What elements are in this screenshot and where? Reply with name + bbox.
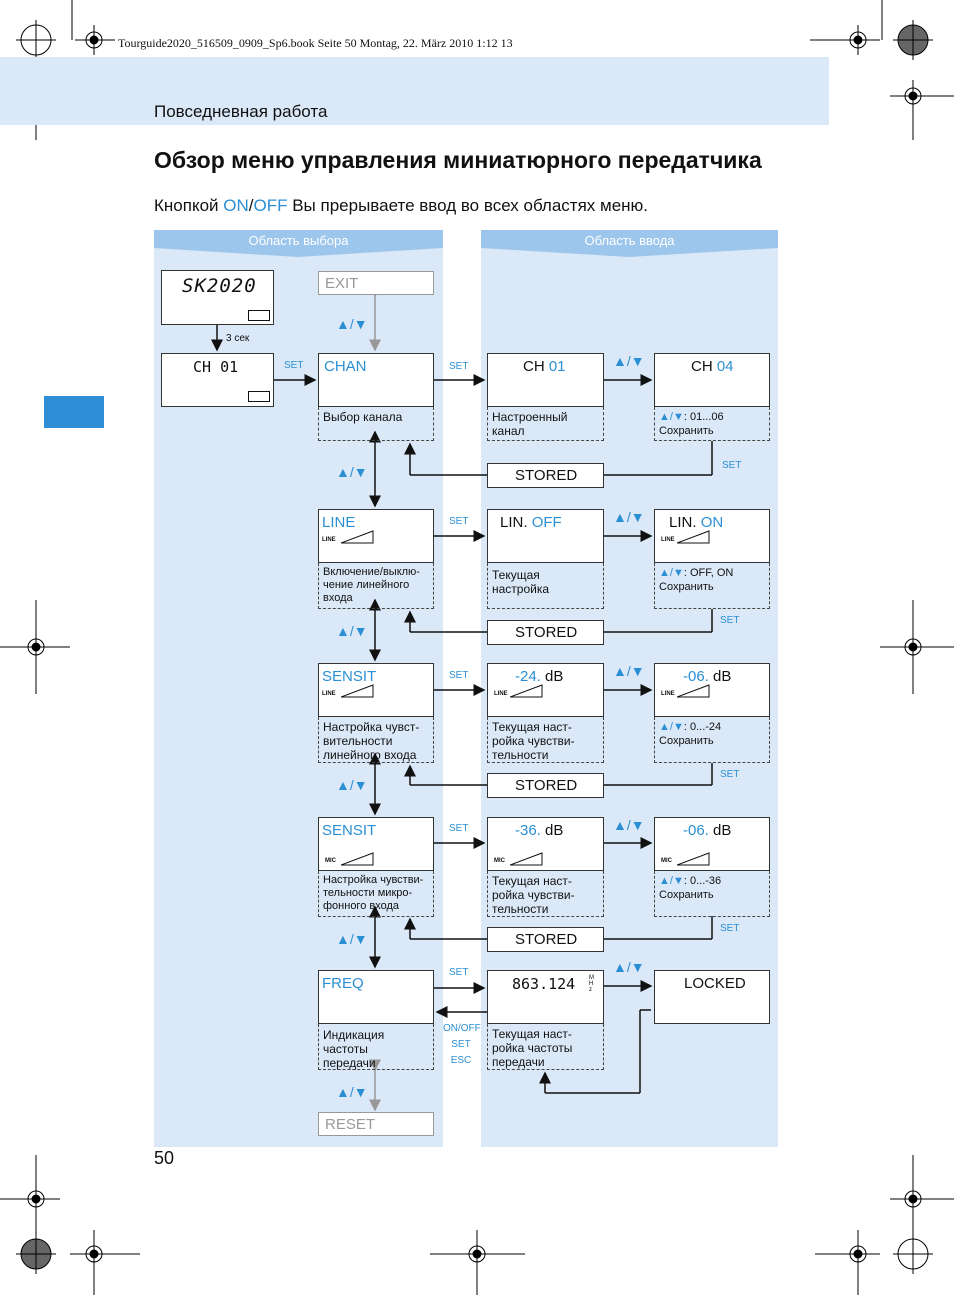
target-sensit-mic-desc: ▲/▼: 0...-36 Сохранить	[654, 871, 770, 917]
set-label-device: SET	[284, 360, 304, 371]
menu-freq[interactable]	[318, 970, 434, 1024]
mic-icon: MIC	[661, 858, 672, 864]
target-line-desc: ▲/▼: OFF, ON Сохранить	[654, 563, 770, 609]
current-line-text	[500, 514, 562, 531]
target-chan-desc: ▲/▼: 01...06 Сохранить	[654, 407, 770, 441]
menu-chan[interactable]	[318, 353, 434, 407]
target-sensit-mic-text	[683, 822, 731, 839]
device-channel-text: CH 01	[193, 358, 239, 376]
target-chan-range: 01...06	[689, 411, 724, 423]
page-title: Обзор меню управления миниатюрного передатчика	[154, 147, 762, 173]
intro-after: Вы прерываете ввод во всех областях меню.	[287, 196, 649, 215]
line-icon: LINE	[322, 691, 336, 697]
target-line-text	[669, 514, 723, 531]
target-line	[654, 509, 770, 563]
menu-sensit-line-name: SENSIT	[322, 668, 377, 685]
current-chan-text	[523, 358, 566, 375]
stored-box	[487, 927, 604, 952]
up-down-arrows-icon: ▲/▼	[613, 817, 645, 833]
current-chan-value: 01	[548, 358, 566, 375]
reset-label: RESET	[325, 1116, 376, 1133]
file-meta: Tourguide2020_516509_0909_Sp6.book Seite 50 Montag, 22. März 2010 1:12 13	[118, 36, 513, 50]
set-label: SET	[722, 460, 742, 471]
target-sensit-mic-arrow-icon: ▲/▼	[659, 875, 684, 887]
set-label: SET	[720, 769, 740, 780]
up-down-arrows-icon: ▲/▼	[613, 959, 645, 975]
battery-icon-2	[248, 391, 270, 402]
current-sensit-mic	[487, 817, 604, 871]
stored-box	[487, 463, 604, 488]
current-line-prefix: LIN.	[500, 514, 532, 531]
exit-menu-item[interactable]	[318, 271, 434, 295]
device-display	[161, 270, 274, 325]
current-line	[487, 509, 604, 563]
target-sensit-mic	[654, 817, 770, 871]
line-icon: LINE	[494, 691, 508, 697]
target-line-save: Сохранить	[659, 581, 714, 593]
set-label: SET	[449, 823, 469, 834]
up-down-arrows-icon: ▲/▼	[336, 464, 368, 480]
up-down-arrows-icon: ▲/▼	[613, 663, 645, 679]
current-line-value: OFF	[531, 514, 562, 531]
menu-sensit-mic[interactable]	[318, 817, 434, 871]
set-label: SET	[720, 923, 740, 934]
target-sensit-line-text	[683, 668, 731, 685]
up-down-arrows-icon: ▲/▼	[613, 509, 645, 525]
target-sensit-mic-range: 0...-36	[689, 875, 722, 887]
set-label: SET	[449, 516, 469, 527]
up-down-arrows-icon: ▲/▼	[336, 316, 368, 332]
intro-on: ON	[223, 196, 249, 215]
menu-freq-desc: Индикация частоты передачи	[318, 1024, 434, 1070]
target-chan	[654, 353, 770, 407]
device-logo: SK2020	[182, 275, 257, 297]
stored-label: STORED	[515, 467, 578, 484]
esc-key-label: ESC	[450, 1055, 472, 1066]
target-sensit-mic-save: Сохранить	[659, 889, 714, 901]
current-sensit-line-desc: Текущая наст- ройка чувстви- тельности	[487, 717, 604, 763]
up-down-arrows-icon: ▲/▼	[336, 623, 368, 639]
menu-freq-name: FREQ	[322, 975, 364, 992]
stored-box	[487, 773, 604, 798]
line-icon: LINE	[322, 537, 336, 543]
target-chan-value: 04	[716, 358, 734, 375]
target-sensit-line	[654, 663, 770, 717]
intro-slash: /	[248, 196, 254, 215]
stored-box	[487, 620, 604, 645]
menu-chan-name: CHAN	[324, 358, 367, 375]
level-meter-icon	[341, 852, 375, 866]
on-off-key-label: ON/OFF	[443, 1023, 481, 1034]
menu-line-desc: Включение/выклю- чение линейного входа	[318, 563, 434, 609]
stored-label: STORED	[515, 624, 578, 641]
target-chan-arrow-icon: ▲/▼	[659, 411, 684, 423]
line-icon: LINE	[661, 691, 675, 697]
menu-sensit-line[interactable]	[318, 663, 434, 717]
stored-label: STORED	[515, 931, 578, 948]
target-sensit-line-value: -06.	[683, 668, 709, 685]
target-line-arrow-icon: ▲/▼	[659, 567, 684, 579]
reset-menu-item[interactable]	[318, 1112, 434, 1136]
menu-sensit-mic-name: SENSIT	[322, 822, 377, 839]
current-sensit-line-text	[515, 668, 563, 685]
line-icon: LINE	[661, 537, 675, 543]
target-sensit-line-save: Сохранить	[659, 735, 714, 747]
device-channel-display	[161, 353, 274, 407]
target-chan-prefix: CH	[691, 358, 717, 375]
target-freq	[654, 970, 770, 1024]
target-sensit-mic-unit: dB	[713, 822, 732, 839]
set-key-label: SET	[451, 1039, 471, 1050]
battery-icon	[248, 310, 270, 321]
freq-keys	[443, 1021, 479, 1069]
current-sensit-line-unit: dB	[545, 668, 564, 685]
set-label: SET	[449, 361, 469, 372]
target-line-prefix: LIN.	[669, 514, 701, 531]
exit-label: EXIT	[325, 275, 359, 292]
mic-icon: MIC	[325, 858, 336, 864]
target-line-range: OFF, ON	[689, 567, 734, 579]
level-meter-icon	[677, 684, 711, 698]
current-chan	[487, 353, 604, 407]
current-chan-prefix: CH	[523, 358, 549, 375]
menu-sensit-mic-desc: Настройка чувстви- тельности микро- фонного входа	[318, 871, 434, 917]
target-sensit-line-desc: ▲/▼: 0...-24 Сохранить	[654, 717, 770, 763]
intro-off: OFF	[253, 196, 288, 215]
current-sensit-mic-unit: dB	[545, 822, 564, 839]
level-meter-icon	[677, 852, 711, 866]
target-sensit-line-range: 0...-24	[689, 721, 722, 733]
menu-line-name: LINE	[322, 514, 356, 531]
set-label: SET	[720, 615, 740, 626]
stored-label: STORED	[515, 777, 578, 794]
select-column-title: Область выбора	[248, 233, 349, 248]
menu-sensit-line-desc: Настройка чувст- вительности линейного входа	[318, 717, 434, 763]
target-sensit-mic-value: -06.	[683, 822, 709, 839]
target-sensit-line-unit: dB	[713, 668, 732, 685]
level-meter-icon	[510, 684, 544, 698]
page-number: 50	[154, 1148, 175, 1168]
up-down-arrows-icon: ▲/▼	[613, 353, 645, 369]
current-sensit-mic-desc: Текущая наст- ройка чувстви- тельности	[487, 871, 604, 917]
level-meter-icon	[341, 684, 375, 698]
up-down-arrows-icon: ▲/▼	[336, 777, 368, 793]
current-sensit-line	[487, 663, 604, 717]
menu-line[interactable]	[318, 509, 434, 563]
current-sensit-mic-value: -36.	[515, 822, 541, 839]
level-meter-icon	[510, 852, 544, 866]
delay-label: 3 сек	[226, 333, 250, 344]
target-chan-text	[691, 358, 734, 375]
level-meter-icon	[341, 530, 375, 544]
input-column-title: Область ввода	[584, 233, 675, 248]
current-chan-desc: Настроенный канал	[487, 407, 604, 441]
section-header: Повседневная работа	[154, 102, 328, 121]
current-sensit-mic-text	[515, 822, 563, 839]
target-chan-save: Сохранить	[659, 425, 714, 437]
intro-before: Кнопкой	[154, 196, 224, 215]
target-line-value: ON	[700, 514, 724, 531]
set-label: SET	[449, 967, 469, 978]
current-freq-unit: MHz	[589, 975, 594, 993]
current-line-desc: Текущая настройка	[487, 563, 604, 609]
current-freq-value: 863.124	[512, 975, 576, 993]
current-sensit-line-value: -24.	[515, 668, 541, 685]
up-down-arrows-icon: ▲/▼	[336, 931, 368, 947]
current-freq-desc: Текущая наст- ройка частоты передачи	[487, 1024, 604, 1070]
target-sensit-line-arrow-icon: ▲/▼	[659, 721, 684, 733]
set-label: SET	[449, 670, 469, 681]
up-down-arrows-icon: ▲/▼	[336, 1084, 368, 1100]
menu-chan-desc: Выбор канала	[318, 407, 434, 441]
target-freq-value: LOCKED	[684, 975, 746, 992]
mic-icon: MIC	[494, 858, 505, 864]
current-freq	[487, 970, 604, 1024]
level-meter-icon	[677, 530, 711, 544]
